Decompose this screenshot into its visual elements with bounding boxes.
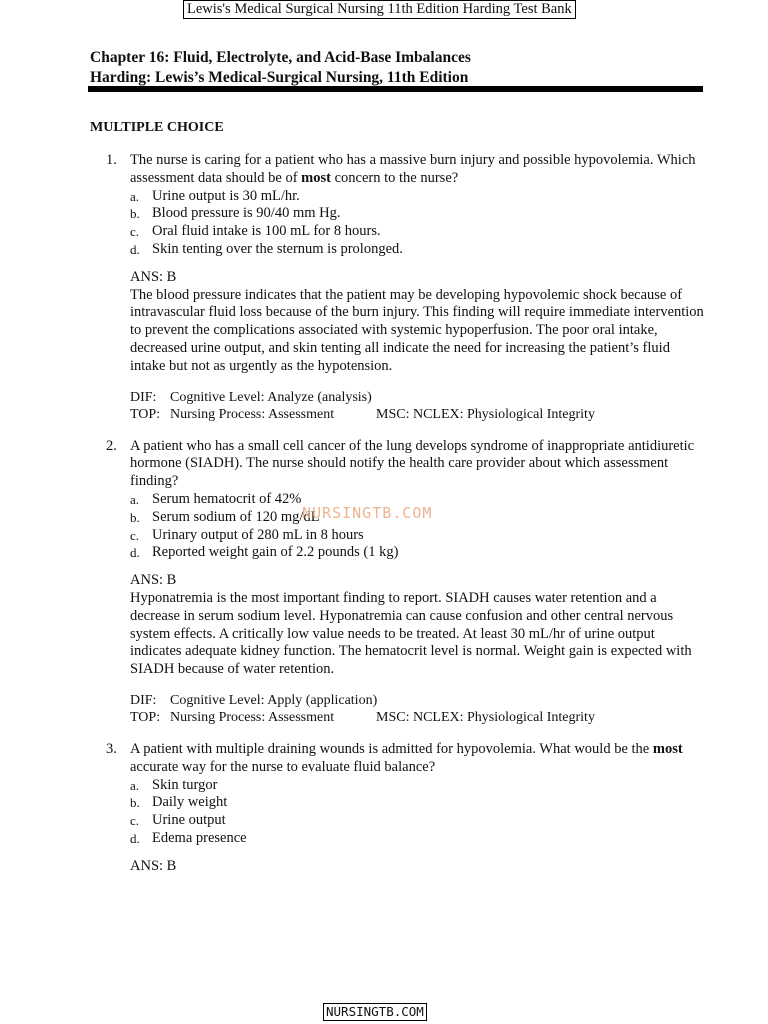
rationale: The blood pressure indicates that the patient may be developing hypovolemic shock because of intravascular fluid loss because of the burn injury. This finding will require immediate intervention to prevent the complications associated with systemic hypoperfusion. The poor oral intake, decreased urine output, and skin tenting all indicate the need for increasing the patient’s fluid intake but not as urgently as the hypotension. [130,286,704,374]
option-text: Reported weight gain of 2.2 pounds (1 kg) [152,544,399,561]
stem-emphasis: most [652,740,683,757]
option-c [130,223,706,241]
option-letter: c. [130,224,140,240]
top-value: Nursing Process: Assessment [170,710,335,726]
option-text: Urine output [152,812,226,829]
option-a [130,777,706,795]
option-text: Urine output is 30 mL/hr. [152,187,300,204]
msc-value: MSC: NCLEX: Physiological Integrity [376,710,595,726]
option-letter: b. [130,206,140,222]
option-letter: b. [130,795,140,811]
option-b [130,794,706,812]
answer-key: ANS: B [130,857,177,874]
option-a [130,188,706,206]
question-1 [106,152,706,424]
stem-text: accurate way for the nurse to evaluate fluid balance? [130,758,436,775]
option-text: Serum sodium of 120 mg/dL [152,508,320,525]
answer-options [130,777,706,848]
answer-key: ANS: B [130,572,177,589]
top-label: TOP: [130,407,161,423]
option-letter: c. [130,813,140,829]
dif-row [130,692,706,710]
option-text: Skin turgor [152,776,218,793]
option-letter: a. [130,188,140,204]
option-text: Edema presence [152,829,247,846]
question-stem [130,438,706,491]
option-letter: d. [130,241,140,257]
rationale: Hyponatremia is the most important finding to report. SIADH causes water retention and a decrease in serum sodium level. Hyponatremia can cause confusion and other central nervous system effects. A critically low value needs to be treated. At least 30 mL/hr of urine output indicates adequate kidney function. The hematocrit level is normal. Weight gain is expected with SIADH because of water retention. [130,589,692,678]
watermark: NURSINGTB.COM [302,504,433,522]
chapter-title: Chapter 16: Fluid, Electrolyte, and Acid-Base Imbalances [90,49,471,66]
option-c [130,812,706,830]
question-metadata [130,389,706,424]
stem-emphasis: most [301,169,331,186]
option-text: Oral fluid intake is 100 mL for 8 hours. [152,223,381,240]
chapter-subtitle: Harding: Lewis’s Medical-Surgical Nursing, 11th Edition [90,69,469,86]
answer-options [130,491,706,562]
question-number: 1. [106,152,117,168]
top-label: TOP: [130,710,161,726]
title-rule [88,86,703,92]
dif-label: DIF: [130,692,157,708]
section-heading: MULTIPLE CHOICE [90,120,224,135]
option-text: Serum hematocrit of 42% [152,490,302,507]
answer-key: ANS: B [130,268,177,285]
option-text: Urinary output of 280 mL in 8 hours [152,526,364,543]
option-letter: d. [130,545,140,561]
option-text: Daily weight [152,794,228,811]
stem-text: A patient with multiple draining wounds is admitted for hypovolemia. What would be the [130,740,653,757]
option-letter: c. [130,527,140,543]
header-banner: Lewis's Medical Surgical Nursing 11th Edition Harding Test Bank [183,0,576,19]
question-stem [130,741,706,777]
option-letter: a. [130,491,140,507]
question-stem [130,152,706,188]
answer-options [130,188,706,259]
option-d [130,241,706,259]
option-letter: b. [130,509,140,525]
question-number: 2. [106,437,117,454]
option-b [130,205,706,223]
question-2 [106,438,706,727]
top-row [130,709,706,727]
msc-value: MSC: NCLEX: Physiological Integrity [376,407,595,423]
dif-value: Cognitive Level: Apply (application) [170,692,378,708]
option-c [130,527,706,545]
dif-value: Cognitive Level: Analyze (analysis) [170,389,372,405]
option-text: Blood pressure is 90/40 mm Hg. [152,205,341,222]
stem-text: concern to the nurse? [330,169,459,186]
dif-label: DIF: [130,389,157,405]
question-number: 3. [106,740,117,757]
option-text: Skin tenting over the sternum is prolonged. [152,240,403,257]
question-3 [106,741,706,876]
dif-row [130,389,706,407]
option-letter: d. [130,830,140,846]
top-row [130,406,706,424]
stem-text: A patient who has a small cell cancer of the lung develops syndrome of inappropriate antidiuretic hormone (SIADH). The nurse should notify the health care provider about which assessment finding? [130,437,695,490]
footer-site-link[interactable]: NURSINGTB.COM [323,1003,427,1021]
option-d [130,544,706,562]
top-value: Nursing Process: Assessment [170,407,335,423]
option-d [130,830,706,848]
question-metadata [130,692,706,727]
option-letter: a. [130,777,140,793]
stem-text: The nurse is caring for a patient who has a massive burn injury and possible hypovolemia. Which assessment data should be of [130,152,696,186]
